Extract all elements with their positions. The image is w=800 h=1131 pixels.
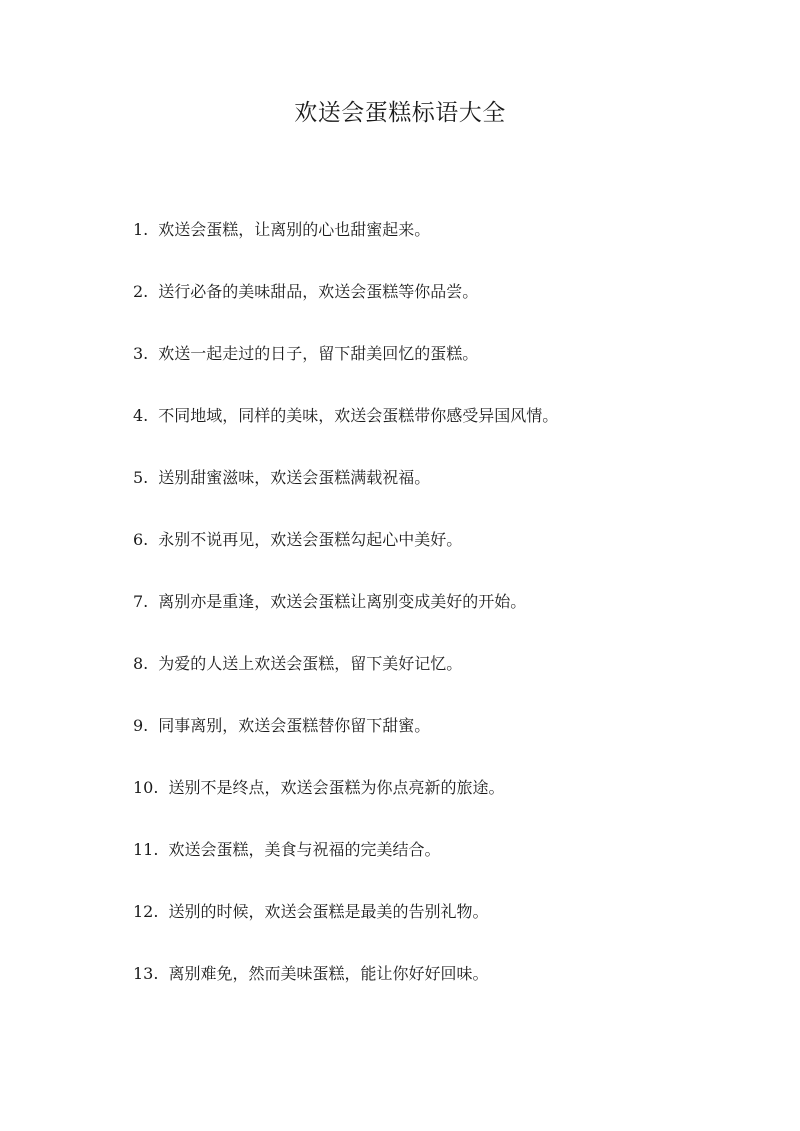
list-item (133, 342, 753, 404)
item-number: 11. (133, 840, 159, 859)
list-item (133, 218, 753, 280)
list-item (133, 714, 753, 776)
slogan-list (133, 218, 753, 1024)
list-item (133, 900, 753, 962)
item-number: 3. (133, 344, 149, 363)
item-number: 12. (133, 902, 159, 921)
list-item (133, 776, 753, 838)
item-number: 5. (133, 468, 149, 487)
item-text: 欢送一起走过的日子，留下甜美回忆的蛋糕。 (158, 344, 479, 363)
item-number: 8. (133, 654, 149, 673)
list-item (133, 404, 753, 466)
item-text: 离别亦是重逢，欢送会蛋糕让离别变成美好的开始。 (158, 592, 527, 611)
item-number: 10. (133, 778, 159, 797)
item-text: 为爱的人送上欢送会蛋糕，留下美好记忆。 (158, 654, 463, 673)
item-text: 欢送会蛋糕，让离别的心也甜蜜起来。 (158, 220, 431, 239)
item-number: 7. (133, 592, 149, 611)
list-item (133, 280, 753, 342)
item-number: 4. (133, 406, 149, 425)
item-text: 离别难免，然而美味蛋糕，能让你好好回味。 (168, 964, 489, 983)
list-item (133, 466, 753, 528)
item-number: 6. (133, 530, 149, 549)
item-text: 欢送会蛋糕，美食与祝福的完美结合。 (168, 840, 441, 859)
item-number: 13. (133, 964, 159, 983)
list-item (133, 528, 753, 590)
list-item (133, 962, 753, 1024)
item-text: 送别不是终点，欢送会蛋糕为你点亮新的旅途。 (168, 778, 505, 797)
item-number: 2. (133, 282, 149, 301)
page-title: 欢送会蛋糕标语大全 (294, 100, 506, 126)
list-item (133, 838, 753, 900)
item-number: 1. (133, 220, 149, 239)
item-number: 9. (133, 716, 149, 735)
item-text: 同事离别，欢送会蛋糕替你留下甜蜜。 (158, 716, 431, 735)
list-item (133, 652, 753, 714)
list-item (133, 590, 753, 652)
item-text: 不同地域，同样的美味，欢送会蛋糕带你感受异国风情。 (158, 406, 559, 425)
item-text: 永别不说再见，欢送会蛋糕勾起心中美好。 (158, 530, 463, 549)
item-text: 送别甜蜜滋味，欢送会蛋糕满载祝福。 (158, 468, 431, 487)
item-text: 送别的时候，欢送会蛋糕是最美的告别礼物。 (168, 902, 489, 921)
item-text: 送行必备的美味甜品，欢送会蛋糕等你品尝。 (158, 282, 479, 301)
